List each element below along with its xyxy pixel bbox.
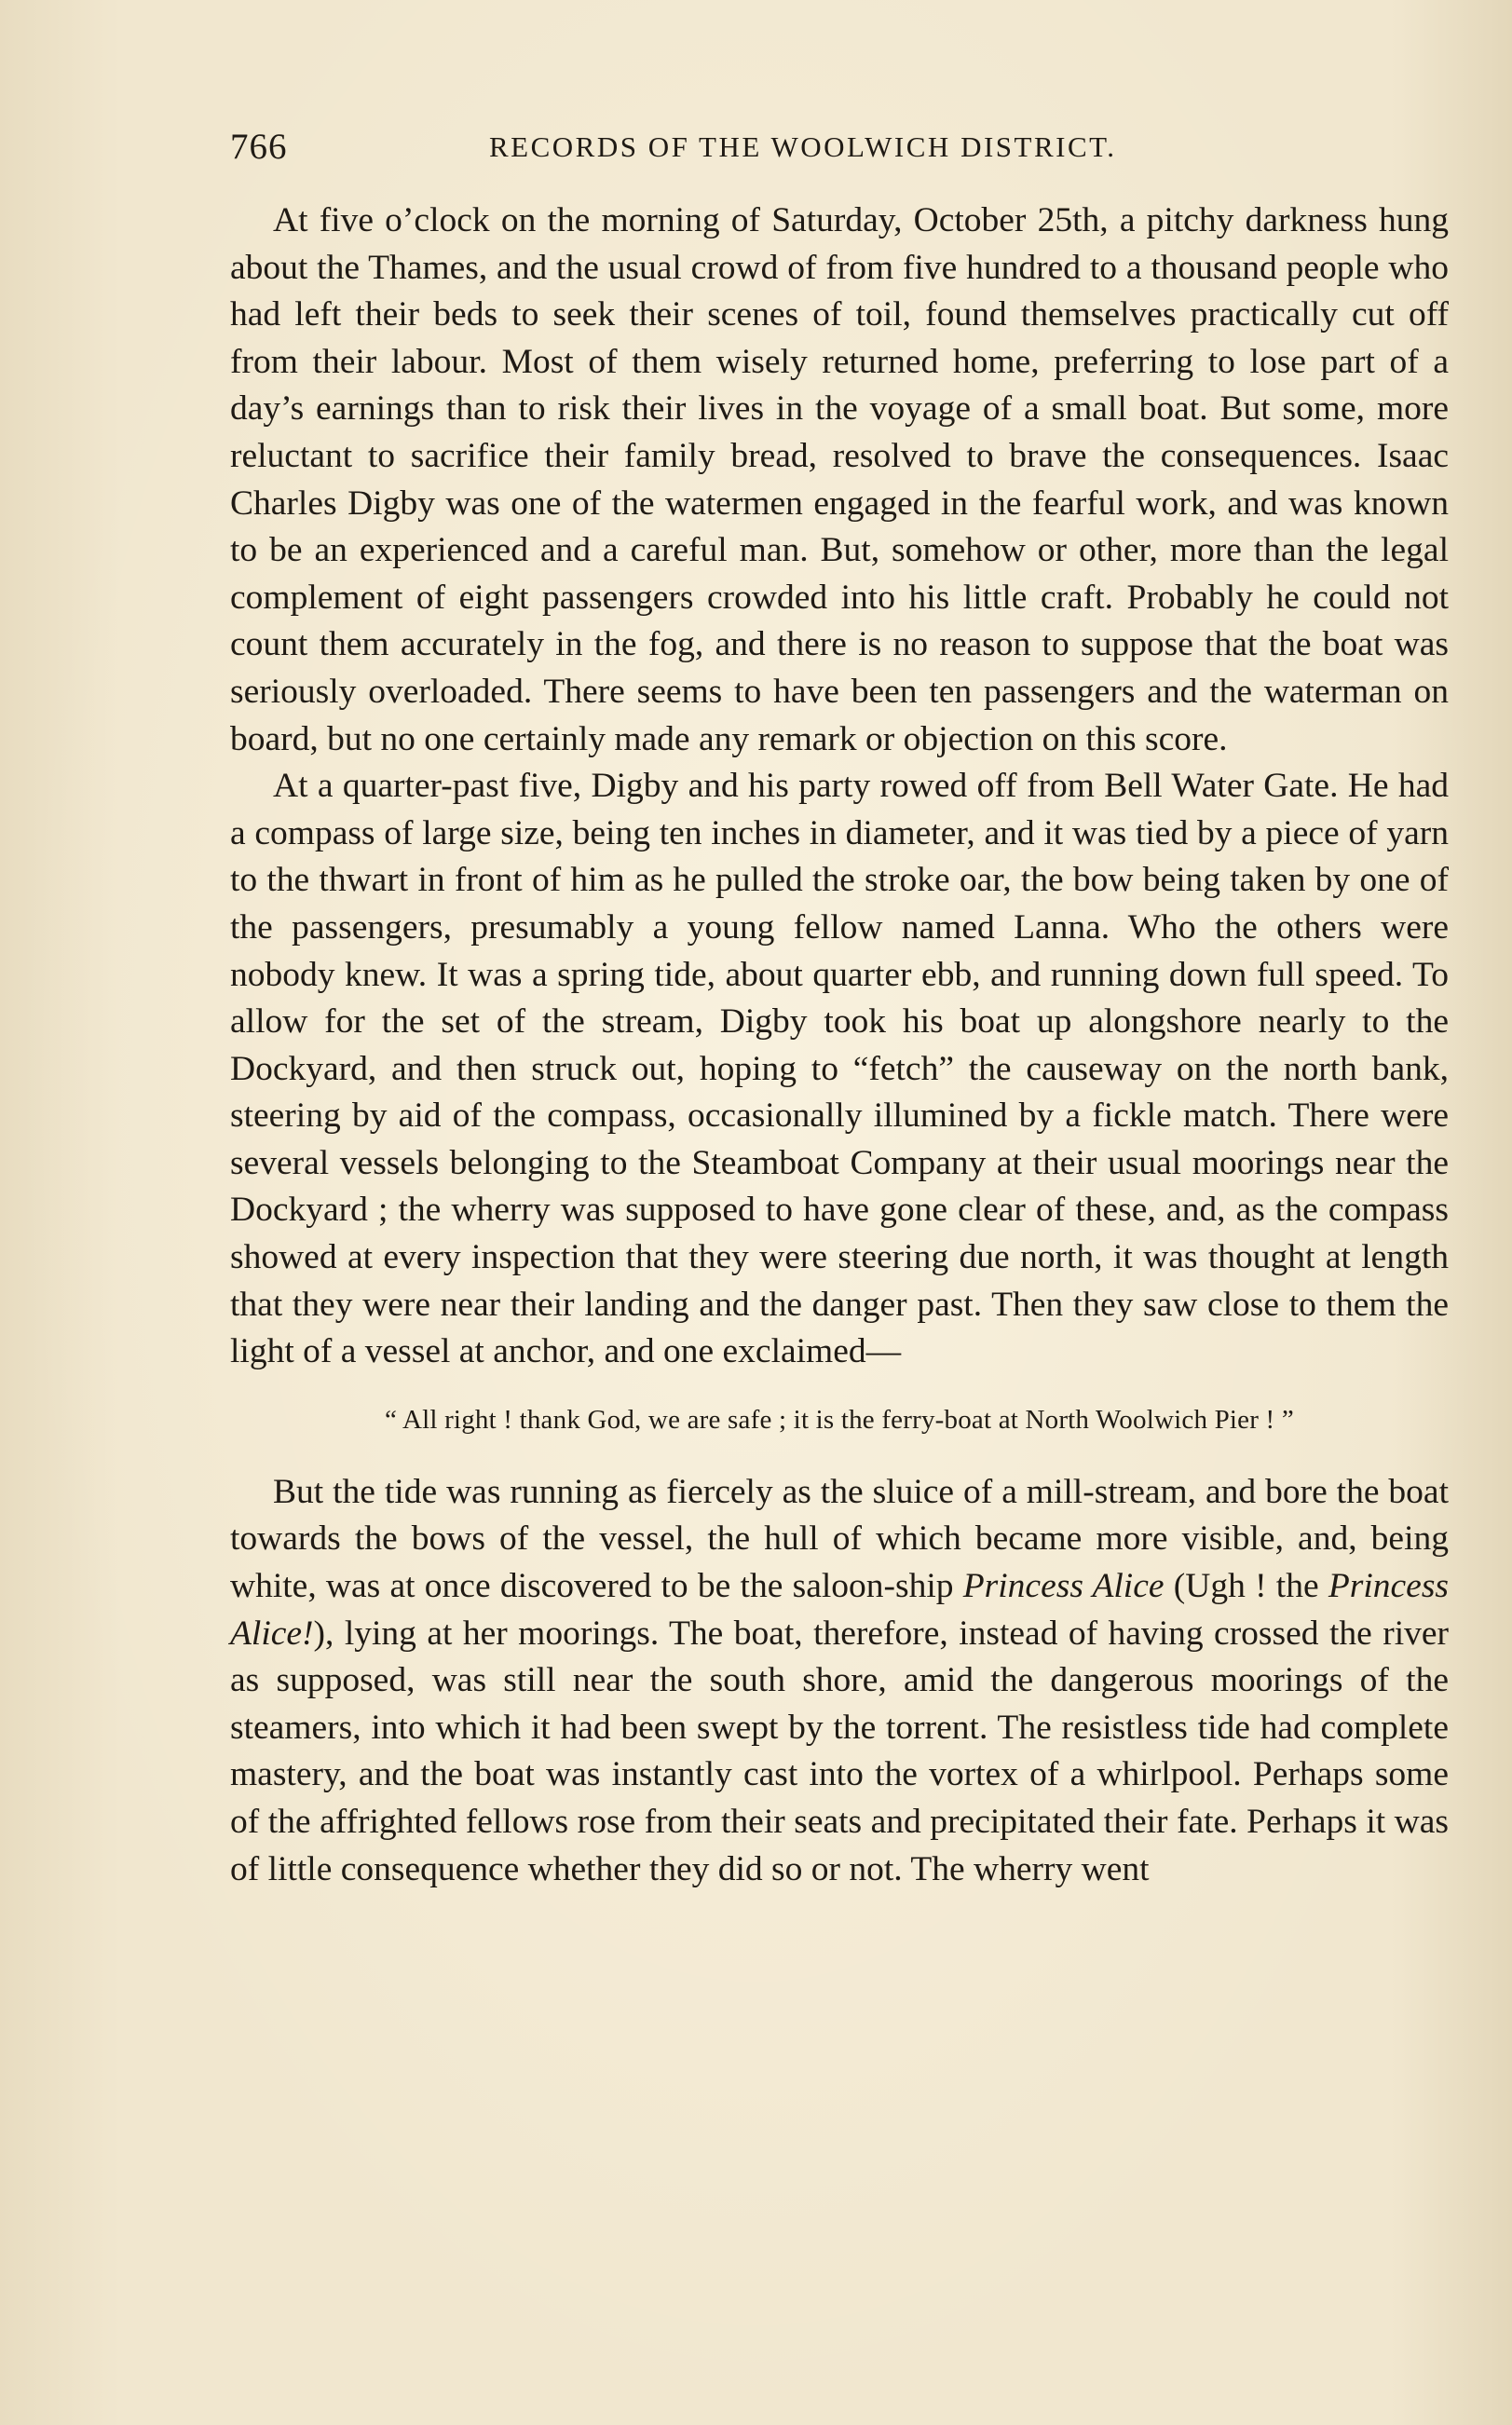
page-number: 766 — [230, 127, 288, 167]
block-quote: “ All right ! thank God, we are safe ; it is the ferry-boat at North Woolwich Pier ! ” — [385, 1404, 1294, 1435]
ship-name: Princess Alice! — [230, 1567, 1450, 1653]
paragraph: At five o’clock on the morning of Saturday, October 25th, a pitchy darkness hung about the Thames, and the usual crowd of from five hundred to a thousand people who had left their beds to seek their scenes of toil, found themselves practically cut off from their labour. Most of them wisely returned home, preferring to lose part of a day’s earnings than to risk their lives in the voyage of a small boat. But some, more reluctant to sacrifice their family bread, resolved to brave the consequences. Isaac Charles Digby was one of the watermen engaged in the fearful work, and was known to be an experienced and a careful man. But, somehow or other, more than the legal complement of eight passengers crowded into his little craft. Probably he could not count them accurately in the fog, and there is no reason to suppose that the boat was seriously overloaded. There seems to have been ten passengers and the waterman on board, but no one certainly made any remark or objection on this score. — [230, 201, 1449, 758]
text-run: But the tide was running as fiercely as the sluice of a mill-stream, and bore the boat towards the bows of the vessel, the hull of which became more visible, and, being white, was at once discovered to be the saloon-ship — [230, 1472, 1449, 1606]
body-text — [230, 198, 1449, 1893]
running-title: RECORDS OF THE WOOLWICH DISTRICT. — [489, 130, 1117, 163]
running-head — [230, 119, 1208, 175]
text-run: ), lying at her moorings. The boat, therefore, instead of having crossed the river as supposed, was still near the south shore, amid the dangerous moorings of the steamers, into which it had been swept by the torrent. The resistless tide had complete mastery, and the boat was instantly cast into the vortex of a whirlpool. Perhaps some of the affrighted fellows rose from their seats and precipitated their fate. Perhaps it was of little consequence whether they did so or not. The wherry went — [230, 1614, 1449, 1888]
paragraph: At a quarter-past five, Digby and his party rowed off from Bell Water Gate. He had a compass of large size, being ten inches in diameter, and it was tied by a piece of yarn to the thwart in front of him as he pulled the stroke oar, the bow being taken by one of the passengers, presumably a young fellow named Lanna. Who the others were nobody knew. It was a spring tide, about quarter ebb, and running down full speed. To allow for the set of the stream, Digby took his boat up alongshore nearly to the Dockyard, and then struck out, hoping to “fetch” the causeway on the north bank, steering by aid of the compass, occasionally illumined by a fickle match. There were several vessels belonging to the Steamboat Company at their usual moorings near the Dockyard ; the wherry was supposed to have gone clear of these, and, as the compass showed at every inspection that they were steering due north, it was thought at length that they were near their landing and the danger past. Then they saw close to them the light of a vessel at anchor, and one exclaimed— — [230, 767, 1449, 1371]
ship-name: Princess Alice — [962, 1567, 1165, 1606]
text-run: (Ugh ! the — [1164, 1567, 1328, 1606]
paragraph — [230, 1469, 1449, 1893]
